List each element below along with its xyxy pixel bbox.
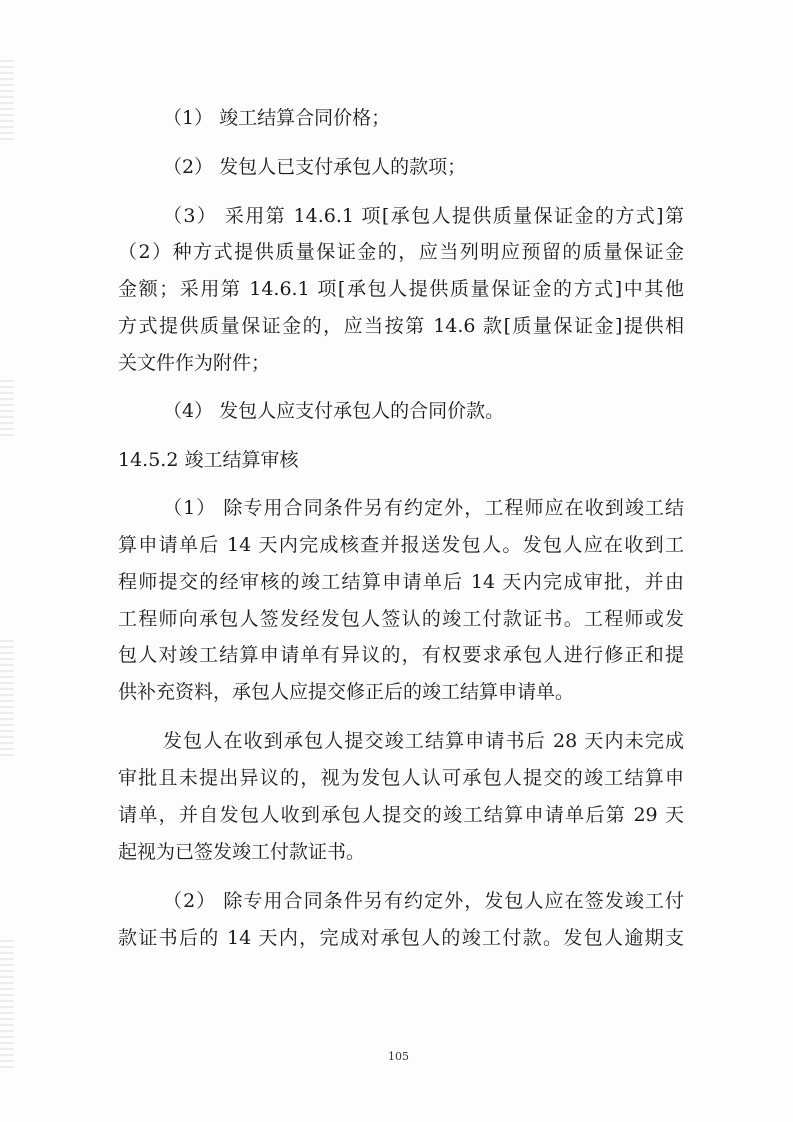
paragraph-line: 供补充资料，承包人应提交修正后的竣工结算申请单。 bbox=[118, 681, 575, 703]
paragraph-line: 审批且未提出异议的，视为发包人认可承包人提交的竣工结算申 bbox=[118, 767, 684, 789]
paragraph-line: 请单，并自发包人收到承包人提交的竣工结算申请单后第 29 天 bbox=[118, 804, 684, 826]
scan-edge-noise bbox=[0, 940, 14, 1070]
section-heading: 14.5.2 竣工结算审核 bbox=[118, 449, 299, 471]
list-item-2: （2） 发包人已支付承包人的款项； bbox=[163, 156, 467, 178]
scan-edge-noise bbox=[0, 380, 14, 440]
list-item-1: （1） 竣工结算合同价格； bbox=[163, 107, 391, 129]
list-item-3-line: （2）种方式提供质量保证金的，应当列明应预留的质量保证金 bbox=[118, 241, 684, 263]
paragraph-line: 款证书后的 14 天内，完成对承包人的竣工付款。发包人逾期支 bbox=[118, 927, 684, 949]
paragraph-line: 程师提交的经审核的竣工结算申请单后 14 天内完成审批，并由 bbox=[118, 571, 684, 593]
list-item-3-line: 关文件作为附件； bbox=[118, 352, 271, 374]
paragraph-line: （1） 除专用合同条件另有约定外，工程师应在收到竣工结 bbox=[163, 497, 684, 519]
scan-edge-noise bbox=[0, 60, 14, 140]
list-item-4: （4） 发包人应支付承包人的合同价款。 bbox=[163, 400, 505, 422]
paragraph-line: 起视为已签发竣工付款证书。 bbox=[118, 841, 366, 863]
list-item-3-line: 方式提供质量保证金的，应当按第 14.6 款[质量保证金]提供相 bbox=[118, 315, 684, 337]
paragraph-line: （2） 除专用合同条件另有约定外，发包人应在签发竣工付 bbox=[163, 890, 684, 912]
list-item-3-line: （3） 采用第 14.6.1 项[承包人提供质量保证金的方式]第 bbox=[163, 205, 684, 227]
scan-edge-noise bbox=[0, 640, 14, 760]
paragraph-line: 发包人在收到承包人提交竣工结算申请书后 28 天内未完成 bbox=[163, 730, 684, 752]
paragraph-line: 工程师向承包人签发经发包人签认的竣工付款证书。工程师或发 bbox=[118, 608, 684, 630]
paragraph-line: 包人对竣工结算申请单有异议的，有权要求承包人进行修正和提 bbox=[118, 644, 684, 666]
page-number: 105 bbox=[388, 1050, 409, 1063]
list-item-3-line: 金额；采用第 14.6.1 项[承包人提供质量保证金的方式]中其他 bbox=[118, 278, 684, 300]
paragraph-line: 算申请单后 14 天内完成核查并报送发包人。发包人应在收到工 bbox=[118, 534, 684, 556]
